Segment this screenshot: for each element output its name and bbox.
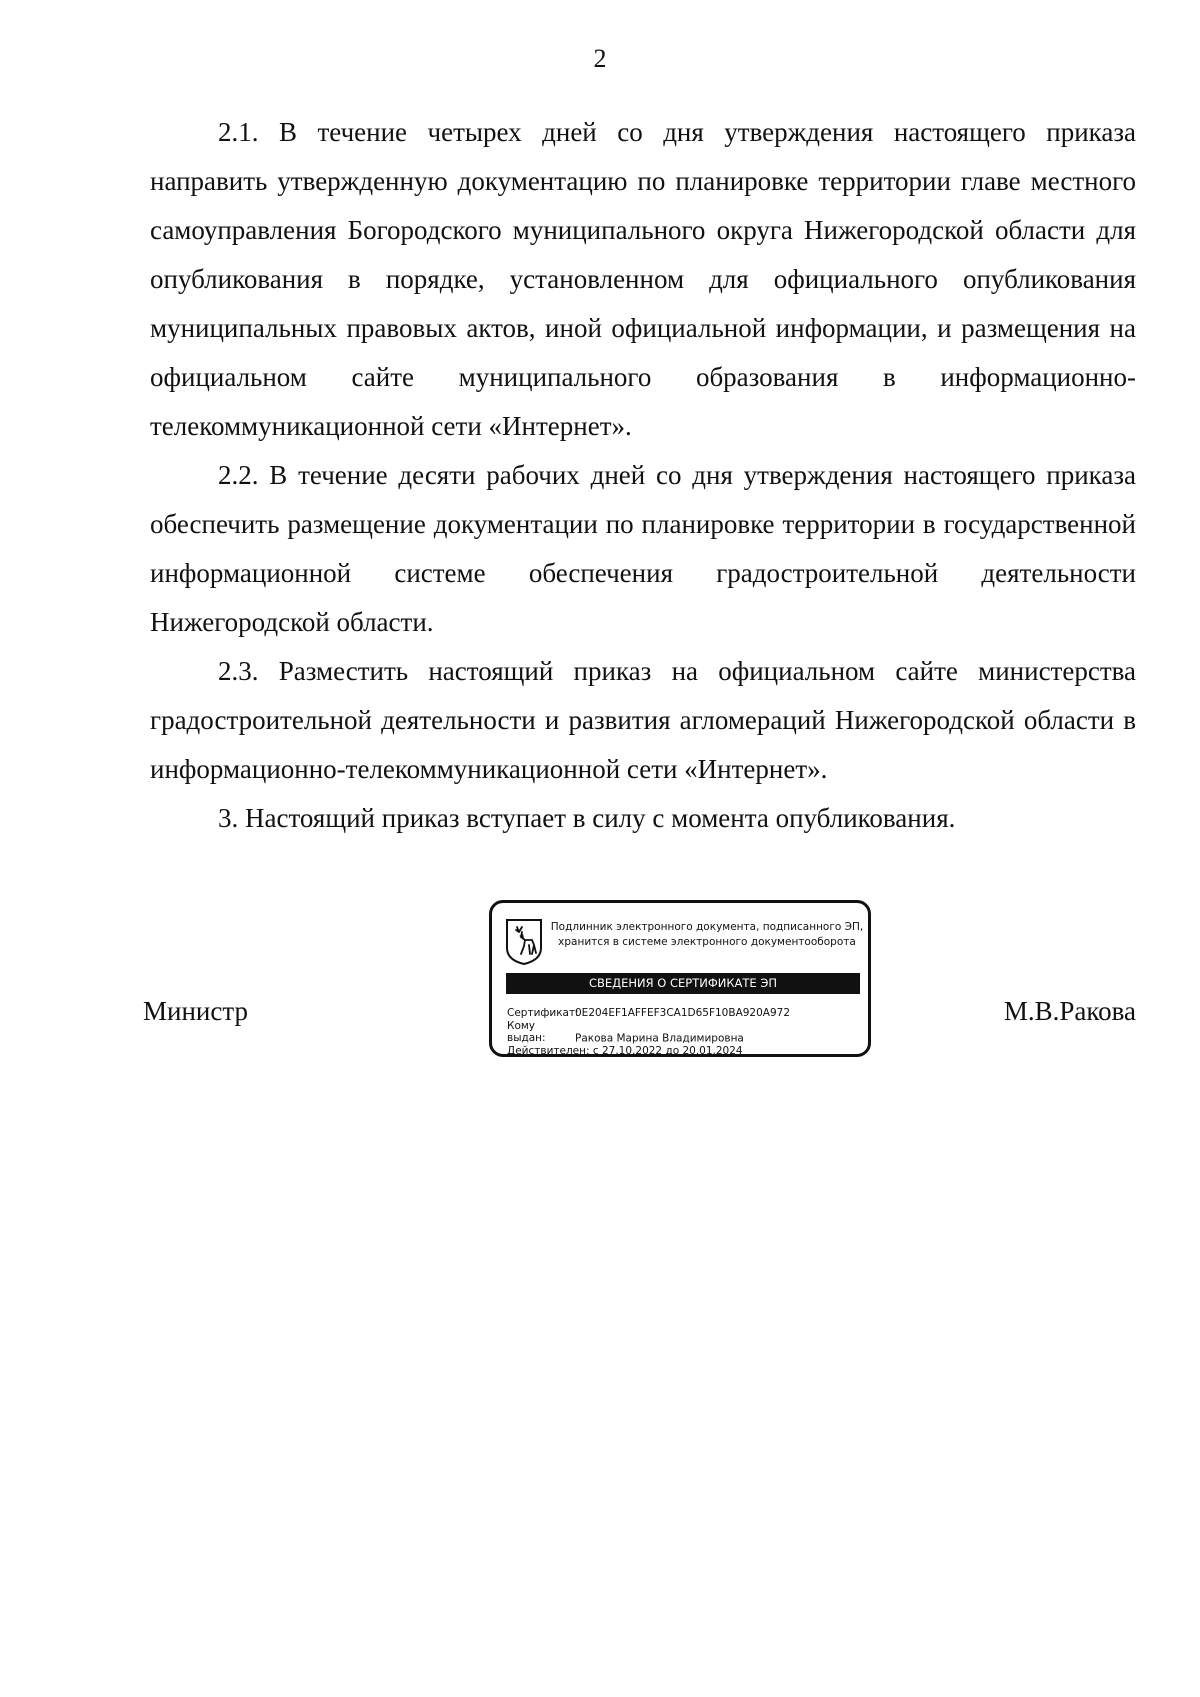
issued-label: Кому выдан: — [507, 1019, 546, 1044]
certificate-label: Сертификат: — [507, 1007, 579, 1019]
deer-coat-of-arms-icon — [505, 918, 543, 966]
stamp-issued-row — [507, 1020, 790, 1045]
paragraph-2-3: 2.3. Разместить настоящий приказ на официальном сайте министерства градостроительной деятельности и развития агломераций Нижегородской области в информационно-телекоммуникационной сети «Интернет». — [150, 656, 1136, 784]
stamp-header-line-1: Подлинник электронного документа, подписанного ЭП, — [550, 921, 864, 933]
paragraph-2-2: 2.2. В течение десяти рабочих дней со дня утверждения настоящего приказа обеспечить размещение документации по планировке территории в государственной информационной системе обеспечения градостроительной деятельности Нижегородской области. — [150, 460, 1136, 637]
issued-value: Ракова Марина Владимировна — [575, 1032, 744, 1044]
stamp-header — [548, 920, 866, 950]
stamp-details — [507, 1007, 790, 1057]
stamp-valid-row: Действителен: с 27.10.2022 до 20.01.2024 — [507, 1044, 743, 1057]
paragraph-3: 3. Настоящий приказ вступает в силу с момента опубликования. — [218, 803, 956, 833]
paragraph-2-1: 2.1. В течение четырех дней со дня утверждения настоящего приказа направить утвержденную документацию по планировке территории главе местного самоуправления Богородского муниципального округа Нижегородской области для опубликования в порядке, установленном для официального опубликования муниципальных правовых актов, иной официальной информации, и размещения на официальном сайте муниципального образования в информационно-телекоммуникационной сети «Интернет». — [150, 117, 1136, 441]
electronic-signature-stamp — [489, 900, 871, 1057]
stamp-certificate-row — [507, 1007, 790, 1020]
document-body — [150, 108, 1136, 843]
page-number: 2 — [593, 44, 607, 73]
stamp-certificate-bar: СВЕДЕНИЯ О СЕРТИФИКАТЕ ЭП — [506, 973, 860, 994]
signatory-name: М.В.Ракова — [1003, 996, 1136, 1026]
stamp-header-line-2: хранится в системе электронного документооборота — [558, 936, 856, 948]
signatory-title: Министр — [143, 996, 248, 1026]
certificate-value: 0E204EF1AFFEF3CA1D65F10BA920A972 — [575, 1007, 791, 1019]
